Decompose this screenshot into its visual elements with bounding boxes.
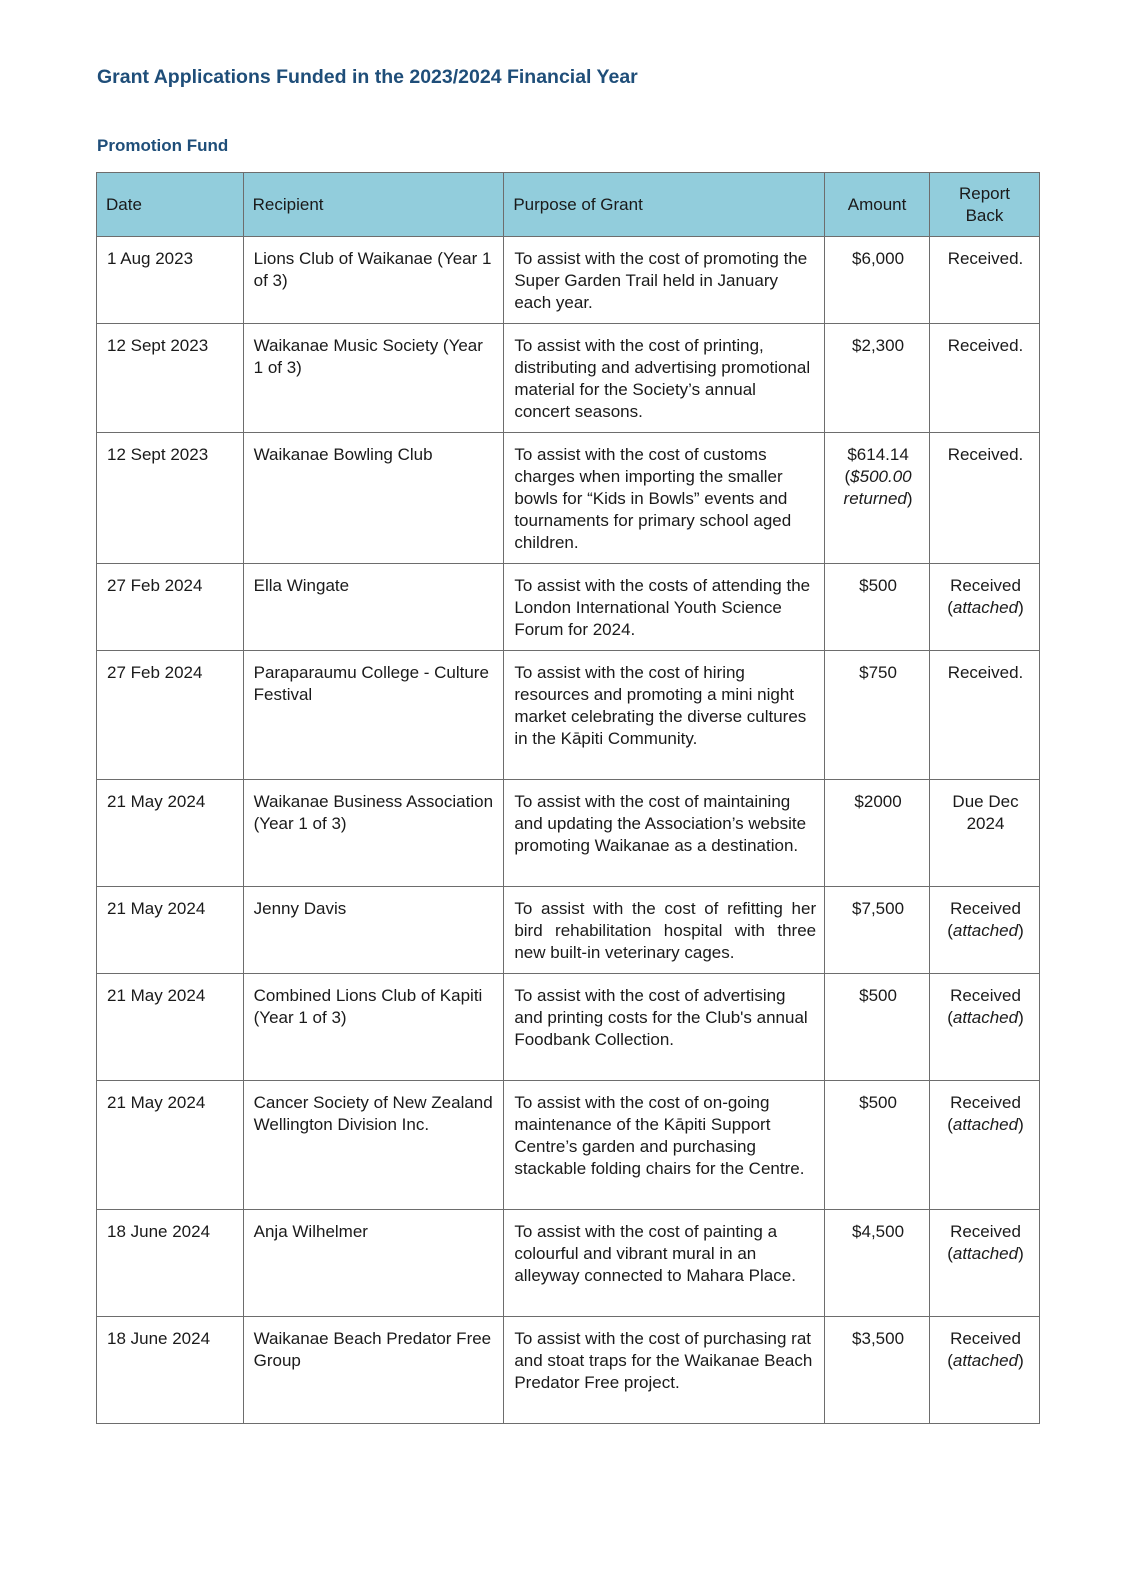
report-note: ( attached ) [940,1114,1031,1136]
date-cell: 12 Sept 2023 [97,324,244,433]
table-row [97,887,1040,974]
report-status: Received [950,899,1021,918]
table-row [97,324,1040,433]
header-purpose: Purpose of Grant [504,173,825,237]
date-cell: 12 Sept 2023 [97,433,244,564]
report-status: Received [950,576,1021,595]
amount-cell [825,433,930,564]
report-status: Received. [947,336,1024,355]
report-status: Received [950,986,1021,1005]
date-cell: 1 Aug 2023 [97,237,244,324]
report-status: Received. [947,445,1024,464]
table-row [97,974,1040,1081]
recipient-cell: Jenny Davis [243,887,504,974]
report-note: ( attached ) [940,1243,1031,1265]
date-cell: 21 May 2024 [97,887,244,974]
purpose-cell: To assist with the cost of refitting her bird rehabilitation hospital with three new built-in veterinary cages. [504,887,825,974]
recipient-cell: Lions Club of Waikanae (Year 1 of 3) [243,237,504,324]
recipient-cell: Ella Wingate [243,564,504,651]
amount-value: $500 [859,1093,897,1112]
page-title: Grant Applications Funded in the 2023/2024 Financial Year [97,66,638,88]
amount-value: $500 [859,986,897,1005]
amount-value: $500 [859,576,897,595]
recipient-cell: Waikanae Bowling Club [243,433,504,564]
report-status: Received [950,1329,1021,1348]
report-back-cell [930,887,1040,974]
report-back-cell [930,237,1040,324]
amount-cell [825,1081,930,1210]
recipient-cell: Cancer Society of New Zealand Wellington Division Inc. [243,1081,504,1210]
table-body [97,237,1040,1424]
recipient-cell: Waikanae Music Society (Year 1 of 3) [243,324,504,433]
purpose-cell: To assist with the costs of attending the London International Youth Science Forum for 2024. [504,564,825,651]
amount-note: ( $500.00 returned ) [835,466,921,510]
report-back-cell [930,324,1040,433]
report-back-cell [930,974,1040,1081]
report-back-cell [930,433,1040,564]
purpose-cell: To assist with the cost of printing, distributing and advertising promotional material for the Society’s annual concert seasons. [504,324,825,433]
amount-cell [825,651,930,780]
table-header [97,173,1040,237]
amount-value: $2000 [854,792,902,811]
purpose-cell: To assist with the cost of on-going maintenance of the Kāpiti Support Centre’s garden and purchasing stackable folding chairs for the Centre. [504,1081,825,1210]
amount-cell [825,237,930,324]
header-recipient: Recipient [243,173,504,237]
table-row [97,1317,1040,1424]
recipient-cell: Paraparaumu College - Culture Festival [243,651,504,780]
date-cell: 21 May 2024 [97,974,244,1081]
report-status: Received [950,1222,1021,1241]
purpose-cell: To assist with the cost of purchasing rat and stoat traps for the Waikanae Beach Predator Free project. [504,1317,825,1424]
purpose-cell: To assist with the cost of hiring resources and promoting a mini night market celebrating the diverse cultures in the Kāpiti Community. [504,651,825,780]
report-back-cell [930,780,1040,887]
report-back-cell [930,1210,1040,1317]
amount-value: $750 [859,663,897,682]
amount-value: $7,500 [852,899,905,918]
table-row [97,1210,1040,1317]
amount-value: $4,500 [852,1222,905,1241]
table-row [97,433,1040,564]
amount-cell [825,324,930,433]
recipient-cell: Anja Wilhelmer [243,1210,504,1317]
table-row [97,1081,1040,1210]
amount-cell [825,564,930,651]
amount-value: $3,500 [852,1329,905,1348]
date-cell: 18 June 2024 [97,1317,244,1424]
purpose-cell: To assist with the cost of maintaining and updating the Association’s website promoting Waikanae as a destination. [504,780,825,887]
report-back-cell [930,1317,1040,1424]
recipient-cell: Combined Lions Club of Kapiti (Year 1 of 3) [243,974,504,1081]
amount-value: $2,300 [852,336,905,355]
date-cell: 21 May 2024 [97,1081,244,1210]
amount-cell [825,1210,930,1317]
report-back-cell [930,1081,1040,1210]
date-cell: 27 Feb 2024 [97,651,244,780]
report-status: Received. [947,249,1024,268]
table-row [97,780,1040,887]
amount-cell [825,887,930,974]
report-note: ( attached ) [940,597,1031,619]
grants-table [96,172,1040,1424]
header-report-back: Report Back [930,173,1040,237]
purpose-cell: To assist with the cost of advertising and printing costs for the Club's annual Foodbank Collection. [504,974,825,1081]
section-title: Promotion Fund [97,136,229,155]
header-date: Date [97,173,244,237]
report-note: ( attached ) [940,920,1031,942]
report-status: Received [950,1093,1021,1112]
purpose-cell: To assist with the cost of customs charges when importing the smaller bowls for “Kids in Bowls” events and tournaments for primary school aged children. [504,433,825,564]
table-row [97,237,1040,324]
amount-cell [825,1317,930,1424]
date-cell: 21 May 2024 [97,780,244,887]
date-cell: 27 Feb 2024 [97,564,244,651]
report-note: ( attached ) [940,1350,1031,1372]
purpose-cell: To assist with the cost of promoting the Super Garden Trail held in January each year. [504,237,825,324]
table-row [97,564,1040,651]
amount-cell [825,780,930,887]
amount-cell [825,974,930,1081]
report-note: ( attached ) [940,1007,1031,1029]
report-back-cell [930,564,1040,651]
report-status: Received. [947,663,1024,682]
date-cell: 18 June 2024 [97,1210,244,1317]
table-row [97,651,1040,780]
recipient-cell: Waikanae Business Association (Year 1 of 3) [243,780,504,887]
amount-value: $6,000 [852,249,905,268]
header-amount: Amount [825,173,930,237]
recipient-cell: Waikanae Beach Predator Free Group [243,1317,504,1424]
purpose-cell: To assist with the cost of painting a colourful and vibrant mural in an alleyway connected to Mahara Place. [504,1210,825,1317]
header-row [97,173,1040,237]
report-status: Due Dec 2024 [952,792,1019,833]
amount-value: $614.14 [847,445,909,464]
report-back-cell [930,651,1040,780]
